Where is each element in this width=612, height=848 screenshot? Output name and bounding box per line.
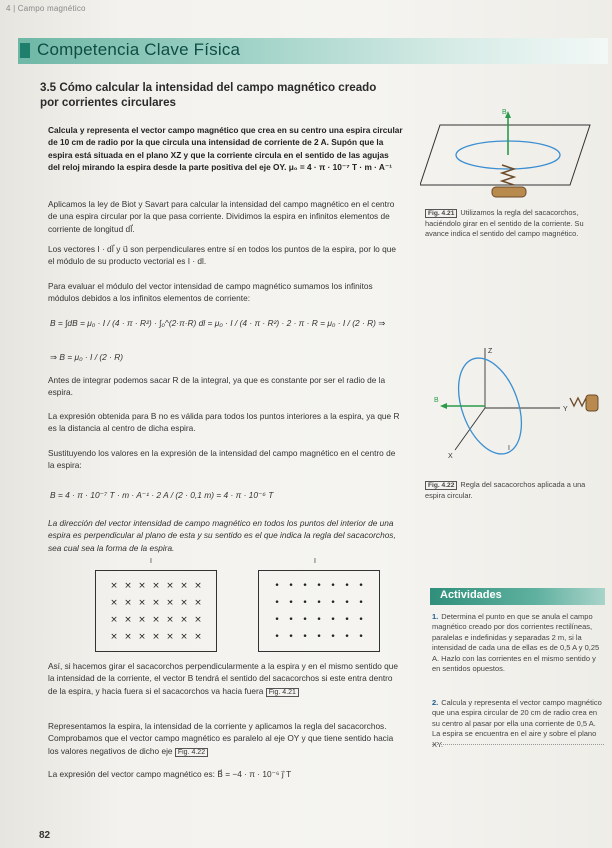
corkscrew-handle <box>492 187 526 197</box>
field-dot-symbol: • <box>288 632 294 642</box>
band-marker <box>20 43 30 58</box>
field-dot-symbol: • <box>330 632 336 642</box>
field-dot-symbol: • <box>288 598 294 608</box>
fig-ref-4-21[interactable]: Fig. 4.21 <box>266 688 299 697</box>
activities-title: Actividades <box>440 589 502 601</box>
field-dot-symbol: • <box>358 615 364 625</box>
field-cross-symbol: × <box>138 598 146 608</box>
paragraph-represent <box>48 720 403 759</box>
represent-text: Representamos la espira, la intensidad de la corriente y aplicamos la regla del sacacorchos. Comprobamos que el vector campo magnético es paralelo al eje OY y que tiene sentido hacia los valores negativos de dicho eje <box>48 721 394 756</box>
activity-1-number: 1. <box>432 612 439 621</box>
field-cross-symbol: × <box>110 581 118 591</box>
field-cross-symbol: × <box>166 581 174 591</box>
field-dot-symbol: • <box>344 581 350 591</box>
field-cross-symbol: × <box>180 598 188 608</box>
field-dot-symbol: • <box>316 632 322 642</box>
field-out-of-page-diagram <box>258 570 380 652</box>
problem-statement: Calcula y representa el vector campo magnético que crea en su centro una espira circular de 10 cm de radio por la que circula una intensidad de corriente de 2 A. Supón que la espira está situada en el plano XZ y que la corriente circula en el sentido de las agujas del reloj mirando la espira desde la parte positiva del eje OY. μ₀ = 4 · π · 10⁻⁷ T · m · A⁻¹ <box>48 125 403 172</box>
paragraph-direction: La dirección del vector intensidad de campo magnético en todos los puntos del interior de una espira es perpendicular al plano de esta y su sentido es el que indica la regla del sacacorchos, sea cual sea la forma de la espira. <box>48 518 396 553</box>
running-head: 4 | Campo magnético <box>6 4 86 13</box>
corkscrew-text: Así, si hacemos girar el sacacorchos perpendicularmente a la espira y en el mismo sentido que la intensidad de la corriente, el vector B tendrá el sentido del sacacorchos si este entra dentro de la espira, y hacia fuera si el sacacorchos va hacia fuera <box>48 661 399 696</box>
field-dot-symbol: • <box>302 632 308 642</box>
corkscrew-spiral <box>502 165 514 185</box>
field-dot-symbol: • <box>274 615 280 625</box>
field-cross-symbol: × <box>124 581 132 591</box>
fig-4-21-caption <box>425 208 605 239</box>
formula-integral: B = ∫dB = μ₀ · I / (4 · π · R²) · ∫₀^(2·π·R) dl = μ₀ · I / (4 · π · R²) · 2 · π · R = μ₀ · I / (2 · R) ⇒ <box>50 318 386 328</box>
field-dot-symbol: • <box>358 598 364 608</box>
current-label-left: I <box>150 558 152 565</box>
paragraph-substitute: Sustituyendo los valores en la expresión de la intensidad del campo magnético en el centro de la espira: <box>48 448 396 471</box>
activities-divider <box>432 744 604 745</box>
field-dot-symbol: • <box>344 632 350 642</box>
field-dot-symbol: • <box>330 615 336 625</box>
field-cross-symbol: × <box>124 598 132 608</box>
x-label: X <box>448 453 453 460</box>
paragraph-vector-expression: La expresión del vector campo magnético es: B⃗ = −4 · π · 10⁻⁶ j⃗ T <box>48 769 292 779</box>
paragraph-perpendicular: Los vectores I · dl⃗ y u⃗ son perpendiculares entre sí en todos los puntos de la espira, por lo que el módulo de su producto vectorial es I · dl. <box>48 244 396 267</box>
corkscrew-small-handle <box>586 395 598 411</box>
field-cross-symbol: × <box>194 632 202 642</box>
activity-2-number: 2. <box>432 698 439 707</box>
field-dot-symbol: • <box>288 615 294 625</box>
section-title: 3.5 Cómo calcular la intensidad del campo magnético creado por corrientes circulares <box>40 81 377 109</box>
field-cross-symbol: × <box>124 615 132 625</box>
activity-1 <box>432 612 602 674</box>
paragraph-biot-savart: Aplicamos la ley de Biot y Savart para calcular la intensidad del campo magnético en el centro de una espira circular por la que pasa corriente. Dividimos la espira en infinitos elementos de corriente de longitud dl⃗. <box>48 199 395 234</box>
formula-result: ⇒ B = μ₀ · I / (2 · R) <box>50 352 124 362</box>
field-cross-symbol: × <box>152 581 160 591</box>
paragraph-validity: La expresión obtenida para B no es válida para todos los puntos interiores a la espira, ya que R es la distancia al centro de dicha espira. <box>48 411 400 434</box>
field-dot-symbol: • <box>274 632 280 642</box>
b-label: B <box>502 109 507 116</box>
paragraph-evaluate: Para evaluar el módulo del vector intensidad de campo magnético sumamos los infinitos módulos debidos a los infinitos elementos de corriente: <box>48 281 373 304</box>
field-cross-symbol: × <box>180 632 188 642</box>
current-label-right: I <box>314 558 316 565</box>
field-dot-symbol: • <box>330 581 336 591</box>
fig-4-22-tag: Fig. 4.22 <box>425 481 457 490</box>
page-number: 82 <box>39 830 51 841</box>
field-cross-symbol: × <box>152 598 160 608</box>
fig-4-21-tag: Fig. 4.21 <box>425 209 457 218</box>
field-cross-symbol: × <box>166 598 174 608</box>
field-cross-symbol: × <box>110 615 118 625</box>
field-dot-symbol: • <box>316 581 322 591</box>
field-cross-symbol: × <box>194 615 202 625</box>
y-label: Y <box>563 406 568 413</box>
band-title: Competencia Clave Física <box>37 40 241 59</box>
field-cross-symbol: × <box>138 615 146 625</box>
field-cross-symbol: × <box>110 598 118 608</box>
field-dot-symbol: • <box>330 598 336 608</box>
field-dot-symbol: • <box>274 581 280 591</box>
field-cross-symbol: × <box>180 581 188 591</box>
dots-svg <box>259 571 379 651</box>
fig-4-22-text: Regla del sacacorchos aplicada a una espira circular. <box>425 480 586 500</box>
field-cross-symbol: × <box>166 632 174 642</box>
fig-4-22-diagram <box>420 340 605 470</box>
corkscrew-small <box>570 398 586 406</box>
field-cross-symbol: × <box>152 632 160 642</box>
i-label: I <box>508 445 510 452</box>
field-cross-symbol: × <box>124 632 132 642</box>
field-into-page-diagram <box>95 570 217 652</box>
b-neg-arrow-head <box>440 403 447 409</box>
b-neg-label: B <box>434 397 439 404</box>
field-dot-symbol: • <box>288 581 294 591</box>
fig-4-22-caption <box>425 480 605 501</box>
paragraph-constant-radius: Antes de integrar podemos sacar R de la integral, ya que es constante por ser el radio de la espira. <box>48 375 386 398</box>
field-cross-symbol: × <box>194 581 202 591</box>
field-cross-symbol: × <box>166 615 174 625</box>
field-cross-symbol: × <box>194 598 202 608</box>
fig-ref-4-22[interactable]: Fig. 4.22 <box>175 748 208 757</box>
field-cross-symbol: × <box>110 632 118 642</box>
field-dot-symbol: • <box>344 598 350 608</box>
activity-1-text: Determina el punto en que se anula el campo magnético creado por dos corrientes rectilíneas, paralelas e indefinidas y separadas 2 m, si la intensidad de cada una de ellas es de 0,5 A y 0,25 A. Hazlo con las corrientes en el mismo sentido y en sentidos opuestos. <box>432 612 600 674</box>
fig-4-21-text: Utilizamos la regla del sacacorchos, haciéndolo girar en el sentido de la corriente. Su avance indica el sentido del campo magnético. <box>425 208 584 238</box>
field-dot-symbol: • <box>302 598 308 608</box>
field-cross-symbol: × <box>138 632 146 642</box>
field-dot-symbol: • <box>344 615 350 625</box>
field-dot-symbol: • <box>302 615 308 625</box>
activity-2-text: Calcula y representa el vector campo magnético que una espira circular de 20 cm de radio crea en su centro al pasar por ella una corriente de 0,5 A. La espira se encuentra en el aire y sobre el plano XY. <box>432 698 602 749</box>
activity-2 <box>432 698 602 750</box>
field-cross-symbol: × <box>180 615 188 625</box>
field-dot-symbol: • <box>302 581 308 591</box>
field-dot-symbol: • <box>274 598 280 608</box>
field-dot-symbol: • <box>358 581 364 591</box>
field-cross-symbol: × <box>138 581 146 591</box>
paragraph-corkscrew <box>48 660 403 699</box>
field-dot-symbol: • <box>316 598 322 608</box>
crosses-svg <box>96 571 216 651</box>
z-label: Z <box>488 348 493 355</box>
formula-numeric: B = 4 · π · 10⁻⁷ T · m · A⁻¹ · 2 A / (2 · 0,1 m) = 4 · π · 10⁻⁶ T <box>50 490 274 500</box>
field-dot-symbol: • <box>316 615 322 625</box>
fig-4-21-diagram <box>420 105 600 215</box>
plane-outline <box>420 125 590 185</box>
field-dot-symbol: • <box>358 632 364 642</box>
field-cross-symbol: × <box>152 615 160 625</box>
